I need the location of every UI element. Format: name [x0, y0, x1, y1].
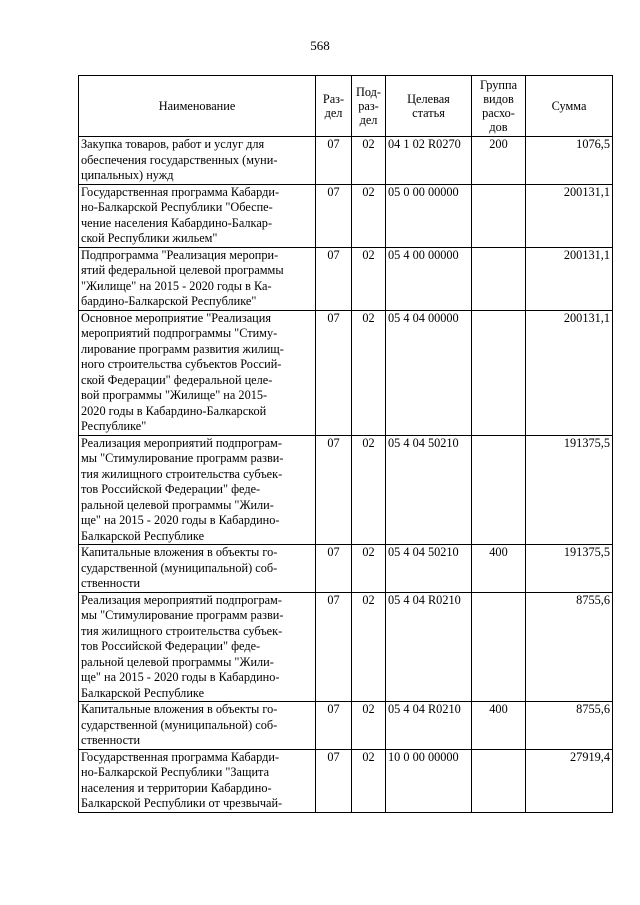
row-group-cell — [472, 435, 526, 545]
header-group: Группа видов расхо- дов — [472, 76, 526, 137]
row-section-cell: 07 — [316, 435, 352, 545]
row-name-cell: Реализация мероприятий подпрограм- мы "Стимулирование программ разви- тия жилищного строительства субъек- тов Российской Федерации" феде- ральной целевой программы "Жили- ще" на 2015 - 2020 годы в Кабардино- Балкарской Республике — [79, 435, 316, 545]
header-section: Раз- дел — [316, 76, 352, 137]
row-group-cell — [472, 592, 526, 702]
row-target-cell: 04 1 02 R0270 — [386, 137, 472, 185]
row-subsection-cell: 02 — [352, 435, 386, 545]
header-sum: Сумма — [526, 76, 613, 137]
row-sum-cell: 191375,5 — [526, 435, 613, 545]
page-number: 568 — [310, 38, 330, 53]
row-target-cell: 05 4 04 R0210 — [386, 592, 472, 702]
row-subsection-cell: 02 — [352, 310, 386, 435]
table-row — [79, 310, 613, 435]
row-sum-cell: 1076,5 — [526, 137, 613, 185]
row-name-cell: Государственная программа Кабарди- но-Балкарской Республики "Защита населения и территории Кабардино- Балкарской Республики от чрезвычай- — [79, 749, 316, 812]
row-section-cell: 07 — [316, 137, 352, 185]
row-name-cell: Капитальные вложения в объекты го- сударственной (муниципальной) соб- ственности — [79, 545, 316, 593]
row-group-cell — [472, 247, 526, 310]
row-name-cell: Основное мероприятие "Реализация мероприятий подпрограммы "Стиму- лирование программ развития жилищ- ного строительства субъектов Россий- ской Федерации" федеральной целе- вой программы "Жилище" на 2015- 2020 годы в Кабардино-Балкарской Республике" — [79, 310, 316, 435]
table-row — [79, 247, 613, 310]
row-section-cell: 07 — [316, 545, 352, 593]
row-subsection-cell: 02 — [352, 592, 386, 702]
table-row — [79, 435, 613, 545]
row-name-cell: Государственная программа Кабарди- но-Балкарской Республики "Обеспе- чение населения Кабардино-Балкар- ской Республики жильем" — [79, 184, 316, 247]
row-section-cell: 07 — [316, 247, 352, 310]
row-target-cell: 05 4 04 50210 — [386, 545, 472, 593]
row-subsection-cell: 02 — [352, 137, 386, 185]
row-subsection-cell: 02 — [352, 545, 386, 593]
row-sum-cell: 200131,1 — [526, 310, 613, 435]
table-row — [79, 545, 613, 593]
row-sum-cell: 200131,1 — [526, 184, 613, 247]
header-name: Наименование — [79, 76, 316, 137]
row-section-cell: 07 — [316, 749, 352, 812]
row-name-cell: Капитальные вложения в объекты го- сударственной (муниципальной) соб- ственности — [79, 702, 316, 750]
table-row — [79, 702, 613, 750]
row-sum-cell: 200131,1 — [526, 247, 613, 310]
row-group-cell — [472, 184, 526, 247]
row-group-cell — [472, 749, 526, 812]
row-group-cell: 400 — [472, 545, 526, 593]
row-name-cell: Реализация мероприятий подпрограм- мы "Стимулирование программ разви- тия жилищного строительства субъек- тов Российской Федерации" феде- ральной целевой программы "Жили- ще" на 2015 - 2020 годы в Кабардино- Балкарской Республике — [79, 592, 316, 702]
table-row — [79, 137, 613, 185]
row-target-cell: 10 0 00 00000 — [386, 749, 472, 812]
row-section-cell: 07 — [316, 184, 352, 247]
row-subsection-cell: 02 — [352, 702, 386, 750]
row-sum-cell: 8755,6 — [526, 592, 613, 702]
row-name-cell: Закупка товаров, работ и услуг для обеспечения государственных (муни- ципальных) нужд — [79, 137, 316, 185]
table-row — [79, 184, 613, 247]
row-sum-cell: 8755,6 — [526, 702, 613, 750]
row-target-cell: 05 4 04 00000 — [386, 310, 472, 435]
header-target: Целевая статья — [386, 76, 472, 137]
row-sum-cell: 191375,5 — [526, 545, 613, 593]
row-section-cell: 07 — [316, 702, 352, 750]
budget-table — [78, 75, 613, 813]
row-target-cell: 05 4 04 50210 — [386, 435, 472, 545]
row-name-cell: Подпрограмма "Реализация меропри- ятий федеральной целевой программы "Жилище" на 2015 - 2020 годы в Ка- бардино-Балкарской Республике" — [79, 247, 316, 310]
row-subsection-cell: 02 — [352, 749, 386, 812]
table-row — [79, 592, 613, 702]
row-group-cell: 400 — [472, 702, 526, 750]
row-target-cell: 05 0 00 00000 — [386, 184, 472, 247]
row-subsection-cell: 02 — [352, 184, 386, 247]
row-subsection-cell: 02 — [352, 247, 386, 310]
row-target-cell: 05 4 00 00000 — [386, 247, 472, 310]
header-row — [79, 76, 613, 137]
row-group-cell — [472, 310, 526, 435]
row-target-cell: 05 4 04 R0210 — [386, 702, 472, 750]
row-section-cell: 07 — [316, 310, 352, 435]
row-sum-cell: 27919,4 — [526, 749, 613, 812]
table-row — [79, 749, 613, 812]
header-subsection: Под- раз- дел — [352, 76, 386, 137]
row-section-cell: 07 — [316, 592, 352, 702]
row-group-cell: 200 — [472, 137, 526, 185]
